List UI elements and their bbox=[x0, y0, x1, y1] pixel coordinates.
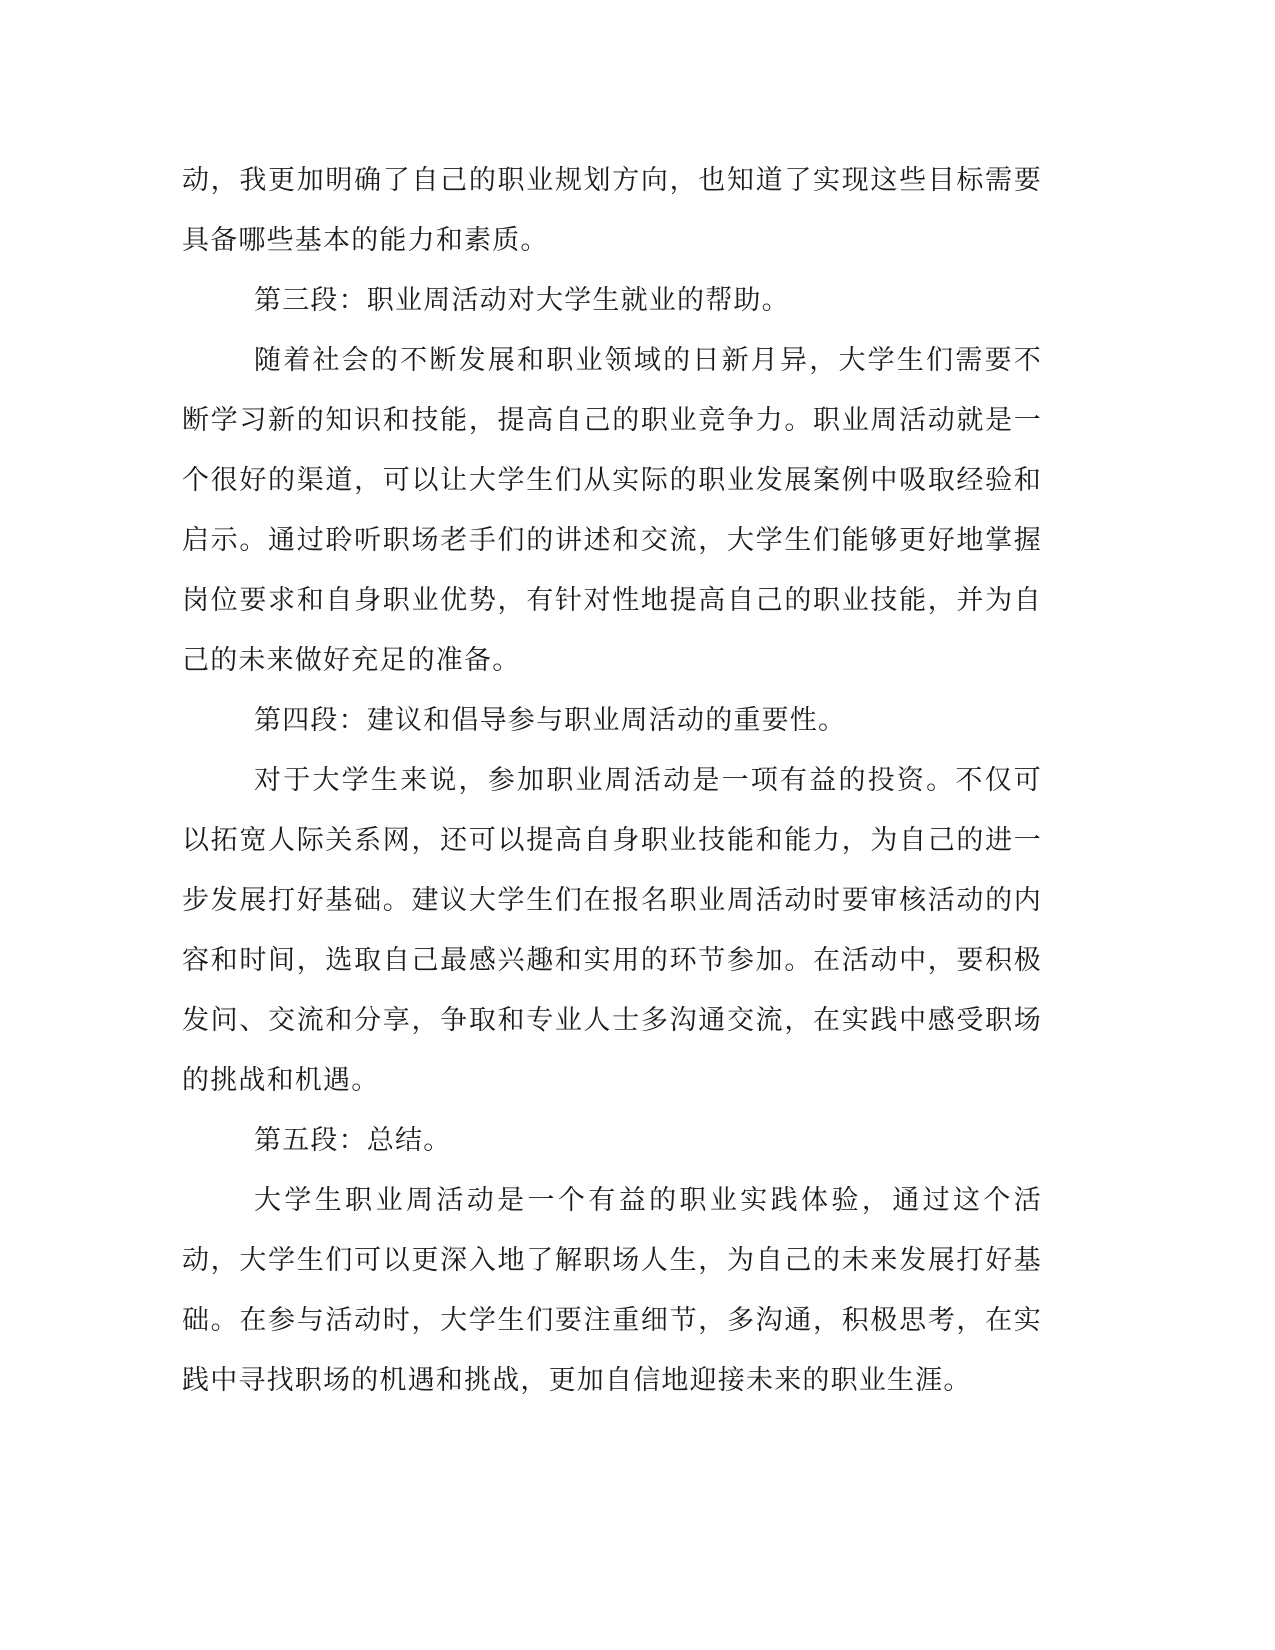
section-4-heading: 第四段：建议和倡导参与职业周活动的重要性。 bbox=[254, 705, 847, 736]
section-5-paragraph: 大学生职业周活动是一个有益的职业实践体验，通过这个活动，大学生们可以更深入地了解职场人生，为自己的未来发展打好基础。在参与活动时，大学生们要注重细节，多沟通，积极思考，在实践中寻找职场的机遇和挑战，更加自信地迎接未来的职业生涯。 bbox=[182, 1185, 1042, 1396]
paragraph-continuation: 动，我更加明确了自己的职业规划方向，也知道了实现这些目标需要具备哪些基本的能力和素质。 bbox=[182, 165, 1042, 256]
section-3-paragraph: 随着社会的不断发展和职业领域的日新月异，大学生们需要不断学习新的知识和技能，提高自己的职业竞争力。职业周活动就是一个很好的渠道，可以让大学生们从实际的职业发展案例中吸取经验和启示。通过聆听职场老手们的讲述和交流，大学生们能够更好地掌握岗位要求和自身职业优势，有针对性地提高自己的职业技能，并为自己的未来做好充足的准备。 bbox=[182, 345, 1042, 676]
section-3-heading: 第三段：职业周活动对大学生就业的帮助。 bbox=[254, 285, 790, 316]
section-5-heading: 第五段：总结。 bbox=[254, 1125, 452, 1156]
document-body bbox=[182, 151, 1042, 1411]
section-4-paragraph: 对于大学生来说，参加职业周活动是一项有益的投资。不仅可以拓宽人际关系网，还可以提高自身职业技能和能力，为自己的进一步发展打好基础。建议大学生们在报名职业周活动时要审核活动的内容和时间，选取自己最感兴趣和实用的环节参加。在活动中，要积极发问、交流和分享，争取和专业人士多沟通交流，在实践中感受职场的挑战和机遇。 bbox=[182, 765, 1042, 1096]
